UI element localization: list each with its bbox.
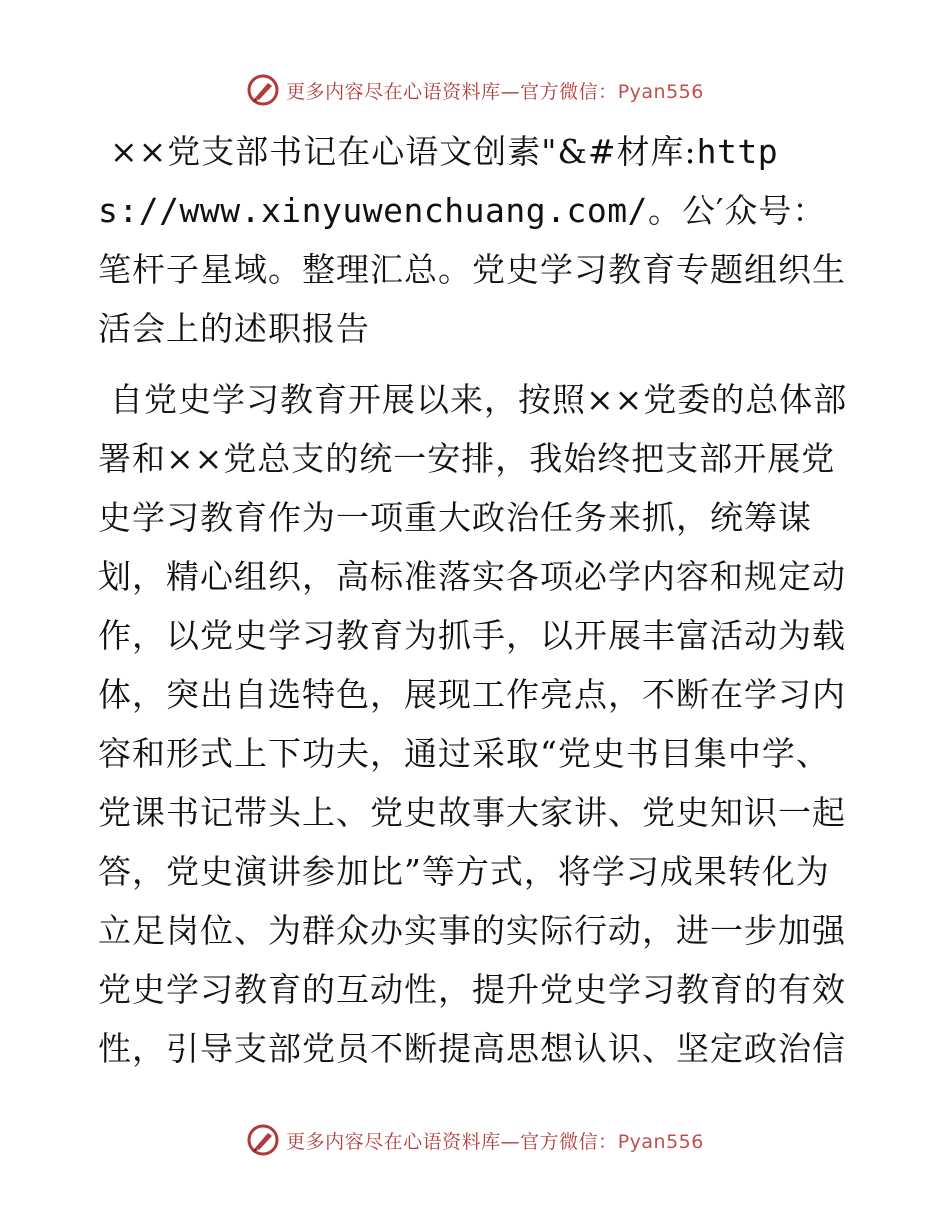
title-lead: ××党支部书记在心语文创素"&#材库: [110, 132, 697, 171]
title-tail: 。公′众号：笔杆子星域。整理汇总。党史学习教育专题组织生活会上的述职报告 [98, 191, 846, 348]
footer-banner-slogan: 更多内容尽在心语资料库 [286, 1130, 501, 1153]
title-paragraph [98, 122, 850, 358]
footer-banner-separator: — [500, 1130, 521, 1153]
pen-logo-icon [246, 1123, 280, 1157]
footer-banner-content [246, 1123, 704, 1157]
header-banner-content [246, 73, 704, 107]
document-body [98, 122, 850, 1078]
footer-banner [0, 1120, 950, 1160]
header-banner-slogan: 更多内容尽在心语资料库 [286, 80, 501, 103]
footer-banner-wechat-label: 官方微信： [520, 1130, 618, 1153]
footer-banner-text [286, 1127, 704, 1154]
header-banner-separator: — [500, 80, 521, 103]
pen-logo-icon [246, 73, 280, 107]
body-paragraph: 自党史学习教育开展以来，按照××党委的总体部署和××党总支的统一安排，我始终把支部开展党史学习教育作为一项重大政治任务来抓，统筹谋划，精心组织，高标准落实各项必学内容和规定动作，以党史学习教育为抓手，以开展丰富活动为载体，突出自选特色，展现工作亮点，不断在学习内容和形式上下功夫，通过采取“党史书目集中学、党课书记带头上、党史故事大家讲、党史知识一起答，党史演讲参加比”等方式，将学习成果转化为立足岗位、为群众办实事的实际行动，进一步加强党史学习教育的互动性，提升党史学习教育的有效性，引导支部党员不断提高思想认识、坚定政治信 [98, 380, 848, 1068]
header-banner [0, 70, 950, 110]
header-banner-text [286, 77, 704, 104]
header-banner-wechat-id: Pyan556 [617, 80, 704, 103]
footer-banner-wechat-id: Pyan556 [617, 1130, 704, 1153]
source-url-link[interactable]: https://www.xinyuwenchuang.com/ [98, 132, 779, 230]
header-banner-wechat-label: 官方微信： [520, 80, 618, 103]
